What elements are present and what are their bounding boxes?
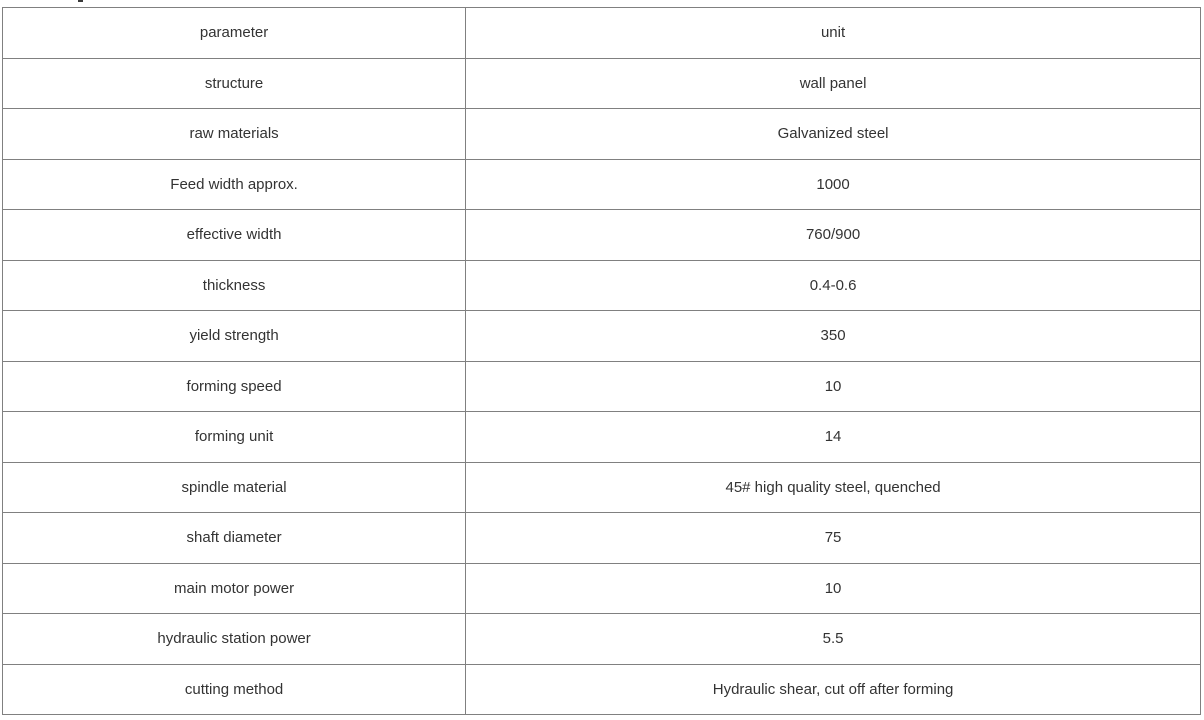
table-cell-value: 75 (466, 513, 1201, 564)
table-cell-value: wall panel (466, 58, 1201, 109)
cropped-text-remnant (78, 0, 83, 2)
table-cell-value: 760/900 (466, 210, 1201, 261)
table-cell-value: 45# high quality steel, quenched (466, 462, 1201, 513)
table-cell-parameter: Feed width approx. (3, 159, 466, 210)
table-cell-value: 0.4-0.6 (466, 260, 1201, 311)
table-row (3, 563, 1201, 614)
table-cell-value: 350 (466, 311, 1201, 362)
table-cell-parameter: structure (3, 58, 466, 109)
table-cell-value: 1000 (466, 159, 1201, 210)
table-row (3, 210, 1201, 261)
table-cell-parameter: main motor power (3, 563, 466, 614)
table-cell-parameter: spindle material (3, 462, 466, 513)
table-row (3, 412, 1201, 463)
table-row (3, 664, 1201, 715)
table-row (3, 260, 1201, 311)
column-header-parameter: parameter (3, 8, 466, 59)
table-cell-value: 10 (466, 361, 1201, 412)
table-cell-parameter: forming speed (3, 361, 466, 412)
table-cell-value: 14 (466, 412, 1201, 463)
table-cell-parameter: thickness (3, 260, 466, 311)
table-header-row (3, 8, 1201, 59)
table-cell-value: 10 (466, 563, 1201, 614)
table-cell-value: Hydraulic shear, cut off after forming (466, 664, 1201, 715)
table-cell-value: 5.5 (466, 614, 1201, 665)
table-cell-parameter: shaft diameter (3, 513, 466, 564)
table-row (3, 159, 1201, 210)
machine-specification-table (2, 7, 1201, 715)
table-row (3, 58, 1201, 109)
table-row (3, 513, 1201, 564)
table-cell-value: Galvanized steel (466, 109, 1201, 160)
table-row (3, 614, 1201, 665)
table-cell-parameter: cutting method (3, 664, 466, 715)
table-cell-parameter: forming unit (3, 412, 466, 463)
table-body (3, 8, 1201, 715)
table-row (3, 361, 1201, 412)
table-row (3, 462, 1201, 513)
table-cell-parameter: raw materials (3, 109, 466, 160)
table-row (3, 311, 1201, 362)
table-cell-parameter: yield strength (3, 311, 466, 362)
table-cell-parameter: effective width (3, 210, 466, 261)
column-header-unit: unit (466, 8, 1201, 59)
table-cell-parameter: hydraulic station power (3, 614, 466, 665)
table-row (3, 109, 1201, 160)
